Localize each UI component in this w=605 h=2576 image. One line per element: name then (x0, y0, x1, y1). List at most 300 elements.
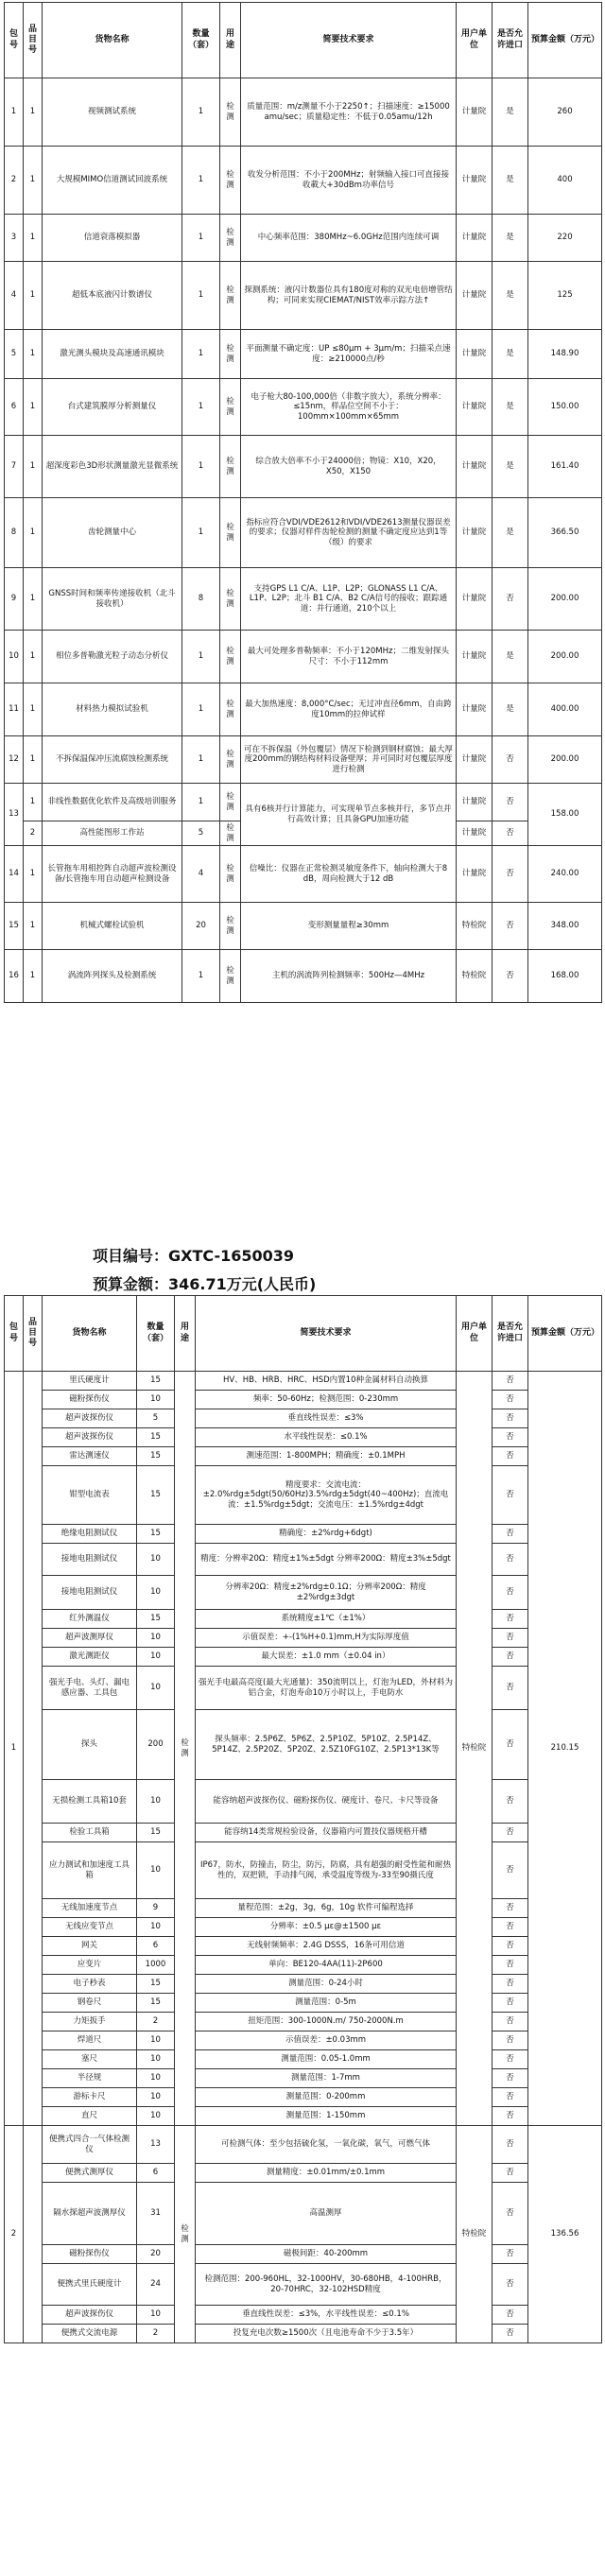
table-row (5, 330, 602, 379)
table-row (5, 1525, 602, 1544)
package-number: 1 (5, 1372, 24, 2126)
budget-amount: 220 (528, 215, 602, 262)
table-row (5, 1842, 602, 1899)
item-number: 1 (24, 498, 43, 568)
purpose: 检测 (220, 846, 241, 903)
import-allowed: 否 (493, 1710, 528, 1780)
purpose: 检测 (220, 147, 241, 215)
import-allowed: 否 (493, 1629, 528, 1648)
header-name: 货物名称 (43, 3, 182, 78)
goods-name: 磁粉探伤仪 (43, 2245, 137, 2264)
goods-name: 长管拖车用相控阵自动超声波检测设备/长管拖车用自动超声检测设备 (43, 846, 182, 903)
tech-spec: 测速范围：1-800MPH；精确度：±0.1MPH (196, 1447, 457, 1466)
tech-spec: 信噪比：仪器在正常检测灵敏度条件下，轴向检测大于8 dB，周向检测大于12 dB (241, 846, 457, 903)
budget-amount: 125 (528, 262, 602, 330)
budget-amount: 200.00 (528, 736, 602, 784)
quantity: 1 (182, 498, 220, 568)
package-number: 16 (5, 950, 24, 1003)
goods-name: 便携式测厚仪 (43, 2164, 137, 2183)
tech-spec: 测量范围：1-7mm (196, 2069, 457, 2088)
user-unit: 计量院 (457, 568, 493, 631)
goods-name: 便携式四合一气体检测仪 (43, 2126, 137, 2164)
table-row (5, 568, 602, 631)
budget-amount: 200.00 (528, 631, 602, 683)
table-row (5, 1780, 602, 1824)
table-row (5, 2306, 602, 2325)
goods-name: 齿轮测量中心 (43, 498, 182, 568)
import-allowed: 否 (493, 2013, 528, 2031)
goods-name: 材料热力模拟试验机 (43, 683, 182, 736)
goods-name: 直尺 (43, 2107, 137, 2126)
tech-spec: 主机的涡流阵列检测频率：500Hz—4MHz (241, 950, 457, 1003)
import-allowed: 否 (493, 846, 528, 903)
budget-amount: 400 (528, 147, 602, 215)
header-use: 用途 (220, 3, 241, 78)
import-allowed: 是 (493, 78, 528, 147)
budget-amount: 210.15 (528, 1372, 602, 2126)
budget-amount: 150.00 (528, 379, 602, 436)
quantity: 1 (182, 330, 220, 379)
quantity: 10 (137, 1629, 175, 1648)
item-number: 1 (24, 784, 43, 821)
quantity: 1 (182, 147, 220, 215)
tech-spec: 质量范围：m/z测量不小于2250↑；扫描速度：≥15000 amu/sec；质量稳定性：不低于0.05amu/12h (241, 78, 457, 147)
tech-spec: 测量范围：0.05-1.0mm (196, 2050, 457, 2069)
import-allowed: 是 (493, 262, 528, 330)
import-allowed: 是 (493, 147, 528, 215)
tech-spec: 可检测气体：至少包括硫化氢，一氧化碳，氧气，可燃气体 (196, 2126, 457, 2164)
import-allowed: 否 (493, 1409, 528, 1428)
goods-name: 无损检测工具箱10套 (43, 1780, 137, 1824)
table-row (5, 736, 602, 784)
package-number: 2 (5, 147, 24, 215)
import-allowed: 否 (493, 2069, 528, 2088)
quantity: 10 (137, 2050, 175, 2069)
table-row (5, 1710, 602, 1780)
budget-amount: 240.00 (528, 846, 602, 903)
import-allowed: 否 (493, 2183, 528, 2245)
tech-spec: 综合放大倍率不小于24000倍；物镜：X10，X20，X50，X150 (241, 436, 457, 498)
purpose: 检测 (220, 631, 241, 683)
tech-spec: 磁极间距：40-200mm (196, 2245, 457, 2264)
purpose: 检测 (220, 379, 241, 436)
quantity: 10 (137, 1667, 175, 1710)
header-name: 货物名称 (43, 1296, 137, 1372)
tech-spec: 分辨率20Ω：精度±2%rdg±0.1Ω；分辨率200Ω：精度±2%rdg±3dgt (196, 1576, 457, 1610)
table-row (5, 2245, 602, 2264)
quantity: 15 (137, 1975, 175, 1994)
quantity: 1000 (137, 1956, 175, 1975)
tech-spec: 测量范围：0-24小时 (196, 1975, 457, 1994)
goods-name: 无线应变节点 (43, 1918, 137, 1937)
package-number: 8 (5, 498, 24, 568)
purpose: 检测 (220, 262, 241, 330)
goods-name: 钢卷尺 (43, 1994, 137, 2013)
user-unit: 特检院 (457, 903, 493, 950)
import-allowed: 是 (493, 330, 528, 379)
goods-name: 力矩扳手 (43, 2013, 137, 2031)
tech-spec: HV、HB、HRB、HRC、HSD内置10种金属材料自动换算 (196, 1372, 457, 1391)
goods-name: 无线加速度节点 (43, 1899, 137, 1918)
procurement-table-1 (4, 2, 602, 1003)
import-allowed: 否 (493, 784, 528, 821)
item-number: 1 (24, 436, 43, 498)
goods-name: 应力测试和加速度工具箱 (43, 1842, 137, 1899)
user-unit: 计量院 (457, 631, 493, 683)
budget-amount: 366.50 (528, 498, 602, 568)
tech-spec: 单向：BE120-4AA(11)-2P600 (196, 1956, 457, 1975)
user-unit: 计量院 (457, 78, 493, 147)
goods-name: 电子秒表 (43, 1975, 137, 1994)
import-allowed: 是 (493, 631, 528, 683)
tech-spec: 能容纳超声波探伤仪、磁粉探伤仪、硬度计、卷尺、卡尺等设备 (196, 1780, 457, 1824)
goods-name: 超声波探伤仪 (43, 1428, 137, 1447)
import-allowed: 是 (493, 379, 528, 436)
tech-spec: 示值误差：±0.03mm (196, 2031, 457, 2050)
table-row (5, 215, 602, 262)
import-allowed: 否 (493, 1667, 528, 1710)
table-row (5, 1994, 602, 2013)
header-spec: 简要技术要求 (196, 1296, 457, 1372)
quantity: 13 (137, 2126, 175, 2164)
package-number: 9 (5, 568, 24, 631)
goods-name: 里氏硬度计 (43, 1372, 137, 1391)
goods-name: 强光手电、头灯、漏电感应器、工具包 (43, 1667, 137, 1710)
tech-spec: 中心频率范围：380MHz~6.0GHz范围内连续可调 (241, 215, 457, 262)
import-allowed: 否 (493, 1937, 528, 1956)
goods-name: 雷达测速仪 (43, 1447, 137, 1466)
import-allowed: 否 (493, 1899, 528, 1918)
goods-name: 超声波测厚仪 (43, 1629, 137, 1648)
import-allowed: 否 (493, 1956, 528, 1975)
import-allowed: 否 (493, 2107, 528, 2126)
quantity: 9 (137, 1899, 175, 1918)
item-number: 1 (24, 215, 43, 262)
quantity: 1 (182, 379, 220, 436)
item-number: 1 (24, 568, 43, 631)
table-row (5, 379, 602, 436)
table-row (5, 2126, 602, 2164)
import-allowed: 否 (493, 1576, 528, 1610)
goods-name: 激光测距仪 (43, 1648, 137, 1667)
table-row (5, 78, 602, 147)
goods-name: 网关 (43, 1937, 137, 1956)
header-seq: 包号 (5, 1296, 24, 1372)
quantity: 10 (137, 2107, 175, 2126)
import-allowed: 否 (493, 1428, 528, 1447)
quantity: 6 (137, 2164, 175, 2183)
import-allowed: 否 (493, 2050, 528, 2069)
import-allowed: 否 (493, 1648, 528, 1667)
purpose: 检测 (220, 683, 241, 736)
user-unit: 计量院 (457, 846, 493, 903)
import-allowed: 否 (493, 903, 528, 950)
goods-name: 磁粉探伤仪 (43, 1391, 137, 1409)
package-number: 5 (5, 330, 24, 379)
package-number: 11 (5, 683, 24, 736)
goods-name: 应变片 (43, 1956, 137, 1975)
header-unit: 用户单位 (457, 1296, 493, 1372)
table-row (5, 1576, 602, 1610)
import-allowed: 否 (493, 950, 528, 1003)
table-row (5, 2325, 602, 2343)
table-row (5, 2088, 602, 2107)
package-number: 15 (5, 903, 24, 950)
item-number: 2 (24, 821, 43, 846)
tech-spec: 水平线性误差：≤0.1% (196, 1428, 457, 1447)
budget-amount: 136.56 (528, 2126, 602, 2343)
goods-name: 超低本底液闪计数谱仪 (43, 262, 182, 330)
import-allowed: 是 (493, 498, 528, 568)
user-unit: 计量院 (457, 784, 493, 821)
tech-spec: 最大误差：±1.0 mm（±0.04 in） (196, 1648, 457, 1667)
import-allowed: 否 (493, 1447, 528, 1466)
import-allowed: 否 (493, 736, 528, 784)
goods-name: 接地电阻测试仪 (43, 1576, 137, 1610)
table-header-row (5, 1296, 602, 1372)
table-row (5, 2069, 602, 2088)
import-allowed: 否 (493, 1824, 528, 1842)
quantity: 10 (137, 1544, 175, 1576)
purpose: 检测 (220, 784, 241, 821)
tech-spec: 垂直线性误差：≤3% (196, 1409, 457, 1428)
package-number: 3 (5, 215, 24, 262)
budget-amount: 148.90 (528, 330, 602, 379)
tech-spec: 支持GPS L1 C/A、L1P、L2P；GLONASS L1 C/A、L1P、L2P；北斗 B1 C/A、B2 C/A信号的接收；跟踪通道：并行通道，210个以上 (241, 568, 457, 631)
goods-name: 视频测试系统 (43, 78, 182, 147)
table-row (5, 1610, 602, 1629)
table-row (5, 2164, 602, 2183)
tech-spec: 投复充电次数≥1500次（且电池寿命不少于3.5年） (196, 2325, 457, 2343)
goods-name: 焊道尺 (43, 2031, 137, 2050)
tech-spec: 测量精度：±0.01mm/±0.1mm (196, 2164, 457, 2183)
tech-spec: 变形测量量程≥30mm (241, 903, 457, 950)
quantity: 1 (182, 683, 220, 736)
goods-name: 接地电阻测试仪 (43, 1544, 137, 1576)
tech-spec: 最大可处理多普勒频率：不小于120MHz；二维发射探头尺寸：不小于112mm (241, 631, 457, 683)
quantity: 10 (137, 1576, 175, 1610)
quantity: 1 (182, 262, 220, 330)
tech-spec: 具有6核并行计算能力，可实现单节点多核并行，多节点并行高效计算；且具备GPU加速功能 (241, 784, 457, 846)
quantity: 10 (137, 2088, 175, 2107)
purpose: 检测 (220, 568, 241, 631)
quantity: 15 (137, 1824, 175, 1842)
tech-spec: 测量范围：1-150mm (196, 2107, 457, 2126)
quantity: 10 (137, 2069, 175, 2088)
quantity: 15 (137, 1466, 175, 1525)
user-unit: 计量院 (457, 436, 493, 498)
import-allowed: 否 (493, 1842, 528, 1899)
package-number: 4 (5, 262, 24, 330)
quantity: 15 (137, 1525, 175, 1544)
user-unit: 计量院 (457, 147, 493, 215)
header-budget: 预算金额（万元） (528, 3, 602, 78)
budget-amount: 400.00 (528, 683, 602, 736)
package-number: 10 (5, 631, 24, 683)
quantity: 1 (182, 436, 220, 498)
tech-spec: 高温测厚 (196, 2183, 457, 2245)
table-row (5, 2031, 602, 2050)
purpose: 检测 (175, 2126, 196, 2343)
tech-spec: 扭矩范围：300-1000N.m/ 750-2000N.m (196, 2013, 457, 2031)
tech-spec: 垂直线性误差：≤3%，水平线性误差：≤0.1% (196, 2306, 457, 2325)
import-allowed: 否 (493, 2164, 528, 2183)
quantity: 31 (137, 2183, 175, 2245)
import-allowed: 否 (493, 2306, 528, 2325)
goods-name: 游标卡尺 (43, 2088, 137, 2107)
goods-name: 不拆保温保冲压流腐蚀检测系统 (43, 736, 182, 784)
table-row (5, 1937, 602, 1956)
goods-name: 台式建筑膜厚分析测量仪 (43, 379, 182, 436)
tech-spec: 测量范围：0-5m (196, 1994, 457, 2013)
table-row (5, 846, 602, 903)
header-qty: 数量（套） (182, 3, 220, 78)
item-number: 1 (24, 950, 43, 1003)
quantity: 1 (182, 215, 220, 262)
quantity: 6 (137, 1937, 175, 1956)
table-row (5, 1447, 602, 1466)
item-number: 1 (24, 846, 43, 903)
header-seq: 包号 (5, 3, 24, 78)
quantity: 15 (137, 1994, 175, 2013)
item-number: 1 (24, 147, 43, 215)
import-allowed: 否 (493, 2088, 528, 2107)
goods-name: 超深度彩色3D形状测量激光显微系统 (43, 436, 182, 498)
table-row (5, 1372, 602, 1391)
table-row (5, 1918, 602, 1937)
table-row (5, 1428, 602, 1447)
header-budget: 预算金额（万元） (528, 1296, 602, 1372)
table-row (5, 1391, 602, 1409)
quantity: 5 (137, 1409, 175, 1428)
table-header-row (5, 3, 602, 78)
table-row (5, 950, 602, 1003)
quantity: 15 (137, 1428, 175, 1447)
table-row (5, 1648, 602, 1667)
goods-name: 探头 (43, 1710, 137, 1780)
table-row (5, 2013, 602, 2031)
goods-name: 红外测温仪 (43, 1610, 137, 1629)
tech-spec: 指标应符合VDI/VDE2612和VDI/VDE2613测量仪器误差的要求；仪器对样件齿轮检测的测量不确定度应达到1等（级）的要求 (241, 498, 457, 568)
quantity: 1 (182, 631, 220, 683)
package-number: 1 (5, 78, 24, 147)
package-number: 13 (5, 784, 24, 846)
quantity: 10 (137, 1918, 175, 1937)
quantity: 10 (137, 1648, 175, 1667)
tech-spec: 可在不拆保温（外包覆层）情况下检测到钢材腐蚀；最大厚度200mm的钢结构材料设备壁厚；并可同时对包覆层厚度进行检测 (241, 736, 457, 784)
item-number: 1 (24, 78, 43, 147)
tech-spec: 量程范围：±2g，3g，6g，10g 软件可编程选择 (196, 1899, 457, 1918)
table-row (5, 498, 602, 568)
quantity: 200 (137, 1710, 175, 1780)
user-unit: 特检院 (457, 2126, 493, 2343)
table-row (5, 631, 602, 683)
procurement-table-2 (4, 1295, 602, 2343)
header-import: 是否允许进口 (493, 3, 528, 78)
table-row (5, 1956, 602, 1975)
import-allowed: 否 (493, 2126, 528, 2164)
tech-spec: 检测范围：200-960HL，32-1000HV，30-680HB，4-100HRB，20-70HRC，32-102HSD精度 (196, 2264, 457, 2306)
user-unit: 计量院 (457, 215, 493, 262)
table-row (5, 784, 602, 821)
user-unit: 计量院 (457, 498, 493, 568)
table-row (5, 1899, 602, 1918)
tech-spec: 能容纳14类常规检验设备，仪器箱内可置技仪器规格开槽 (196, 1824, 457, 1842)
header-item: 品目号 (24, 3, 43, 78)
goods-name: 超声波探伤仪 (43, 2306, 137, 2325)
goods-name: 机械式螺栓试验机 (43, 903, 182, 950)
table-row (5, 2050, 602, 2069)
tech-spec: IP67，防水，防撞击，防尘，防污，防腐，具有超强的耐受性能和耐热性的，双把锁，手动排气阀，承受温度等级为-33至90摄氏度 (196, 1842, 457, 1899)
header-use: 用途 (175, 1296, 196, 1372)
tech-spec: 精度：分辨率20Ω：精度±1%±5dgt 分辨率200Ω：精度±3%±5dgt (196, 1544, 457, 1576)
purpose: 检测 (175, 1372, 196, 2126)
quantity: 4 (182, 846, 220, 903)
user-unit: 计量院 (457, 262, 493, 330)
budget-amount: 260 (528, 78, 602, 147)
import-allowed: 否 (493, 2325, 528, 2343)
tech-spec: 精度要求：交流电流：±2.0%rdg±5dgt(50/60Hz)3.5%rdg±5dgt(40~400Hz)；直流电流：±1.5%rdg±5dgt；交流电压：±1.5%rdg±4dgt (196, 1466, 457, 1525)
tech-spec: 最大加热速度：8,000°C/sec；无过冲直径6mm，自由跨度10mm的拉伸试样 (241, 683, 457, 736)
tech-spec: 无线射频频率：2.4G DSSS，16条可用信道 (196, 1937, 457, 1956)
import-allowed: 是 (493, 683, 528, 736)
import-allowed: 否 (493, 1544, 528, 1576)
quantity: 1 (182, 784, 220, 821)
goods-name: 钳型电流表 (43, 1466, 137, 1525)
tech-spec: 频率：50-60Hz；检测范围：0-230mm (196, 1391, 457, 1409)
goods-name: 绝缘电阻测试仪 (43, 1525, 137, 1544)
item-number: 1 (24, 262, 43, 330)
import-allowed: 否 (493, 2264, 528, 2306)
table-row (5, 2264, 602, 2306)
user-unit: 计量院 (457, 821, 493, 846)
quantity: 8 (182, 568, 220, 631)
purpose: 检测 (220, 330, 241, 379)
item-number: 1 (24, 683, 43, 736)
import-allowed: 否 (493, 1994, 528, 2013)
quantity: 20 (182, 903, 220, 950)
item-number: 1 (24, 903, 43, 950)
import-allowed: 否 (493, 1372, 528, 1391)
tech-spec: 收发分析范围：不小于200MHz；射频输入接口可直接接收載大+30dBm功率信号 (241, 147, 457, 215)
import-allowed: 否 (493, 1610, 528, 1629)
quantity: 24 (137, 2264, 175, 2306)
quantity: 2 (137, 2325, 175, 2343)
goods-name: 信道衰落模拟器 (43, 215, 182, 262)
purpose: 检测 (220, 950, 241, 1003)
item-number: 1 (24, 736, 43, 784)
purpose: 检测 (220, 498, 241, 568)
tech-spec: 测量范围：0-200mm (196, 2088, 457, 2107)
quantity: 15 (137, 1610, 175, 1629)
package-number: 7 (5, 436, 24, 498)
header-unit: 用户单位 (457, 3, 493, 78)
quantity: 10 (137, 2031, 175, 2050)
table-row (5, 1629, 602, 1648)
item-number (24, 2126, 43, 2343)
purpose: 检测 (220, 215, 241, 262)
quantity: 15 (137, 1372, 175, 1391)
import-allowed: 否 (493, 2245, 528, 2264)
item-number: 1 (24, 379, 43, 436)
import-allowed: 否 (493, 1975, 528, 1994)
item-number (24, 1372, 43, 2126)
import-allowed: 是 (493, 215, 528, 262)
goods-name: 塞尺 (43, 2050, 137, 2069)
quantity: 10 (137, 1391, 175, 1409)
quantity: 20 (137, 2245, 175, 2264)
budget-amount: 158.00 (528, 784, 602, 846)
